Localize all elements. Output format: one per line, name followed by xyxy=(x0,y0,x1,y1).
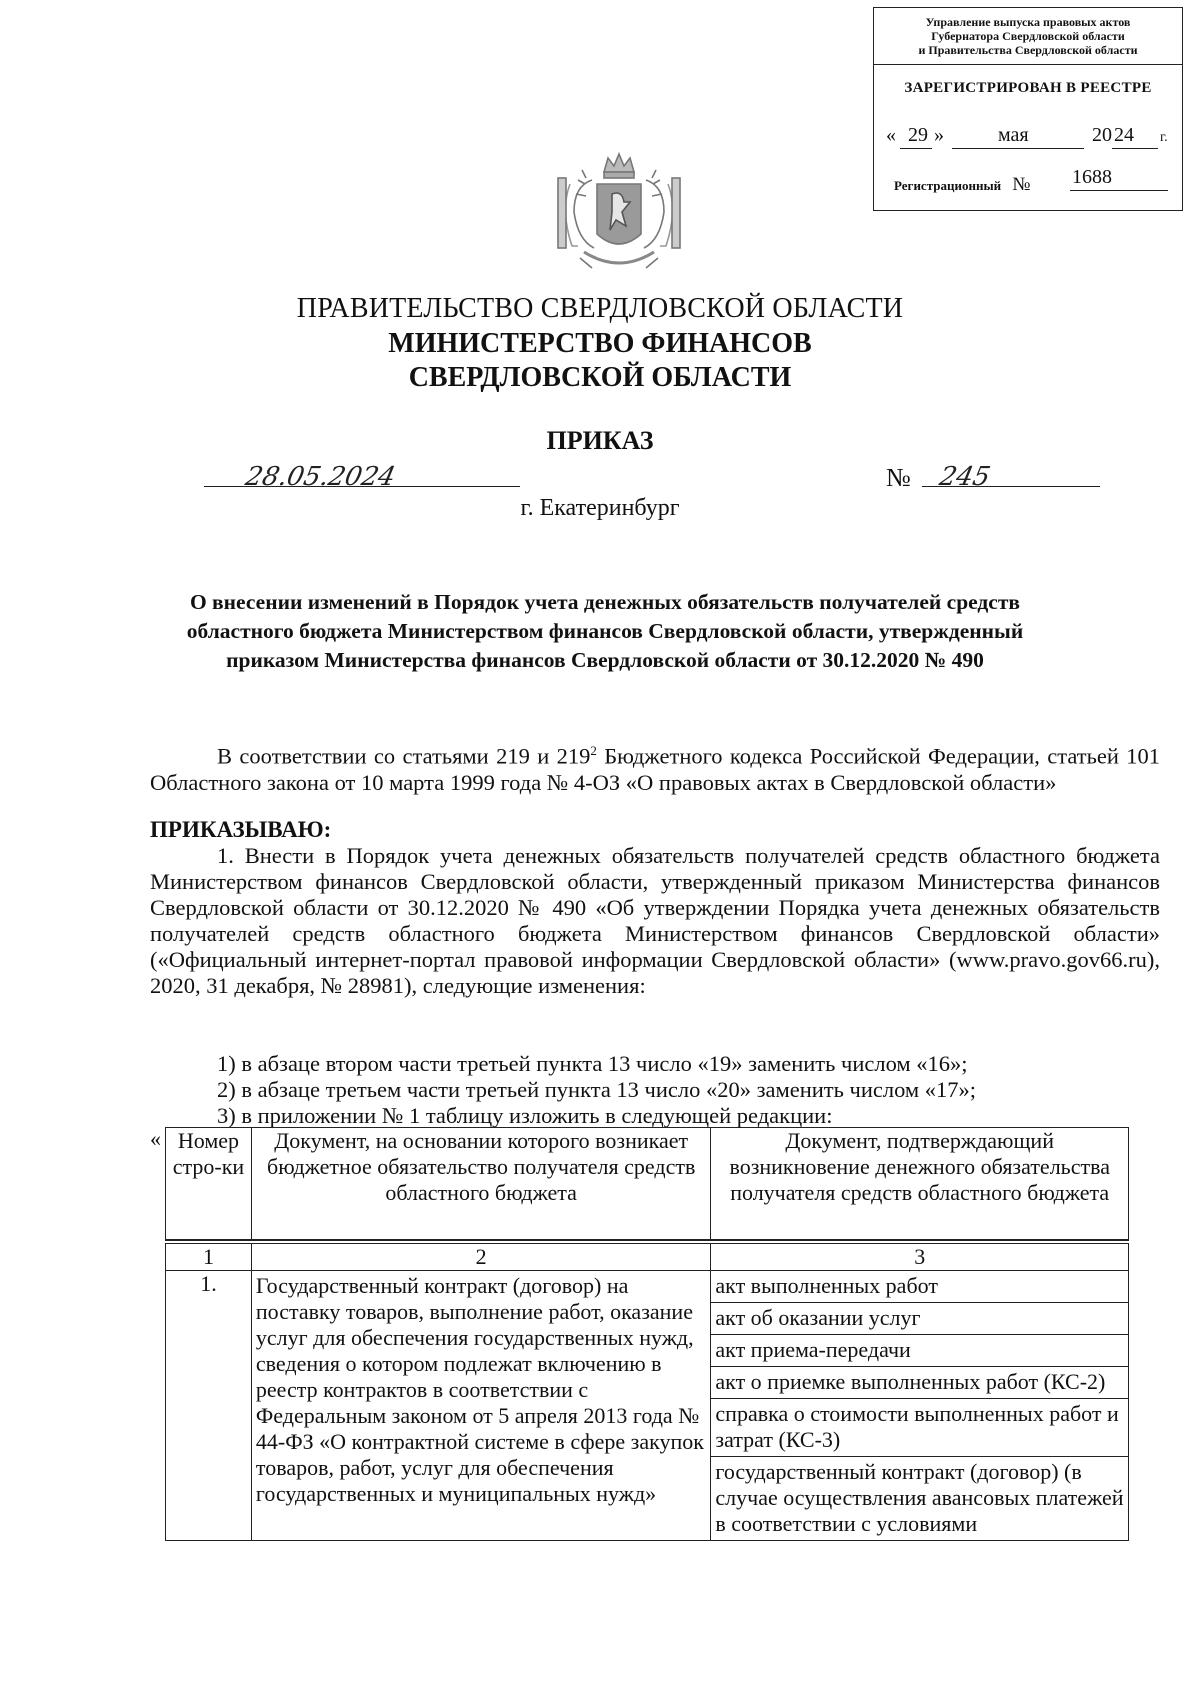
table-open-quote: « xyxy=(150,1126,161,1151)
order-directive: ПРИКАЗЫВАЮ: xyxy=(150,817,332,842)
stamp-year-suffix: 24 xyxy=(1114,124,1134,146)
preamble-text-a: В соответствии со статьями 219 и 219 xyxy=(217,743,591,769)
table-row xyxy=(166,1271,1129,1541)
column-number-3: 3 xyxy=(711,1242,1129,1271)
order-date: 28.05.2024 xyxy=(242,462,399,492)
header-row-number: Номер стро-ки xyxy=(166,1128,252,1240)
stamp-header-line: и Правительства Свердловской области xyxy=(918,43,1138,57)
row-basis-document: Государственный контракт (договор) на поставку товаров, выполнение работ, оказание услуг для обеспечения государственных нужд, сведения о котором подлежат включению в реестр контрактов в соответствии с Федеральным законом от 5 апреля 2013 года № 44-ФЗ «О контрактной системе в сфере закупок товаров, работ, услуг для обеспечения государственных и муниципальных нужд» xyxy=(251,1271,711,1541)
government-name: ПРАВИТЕЛЬСТВО СВЕРДЛОВСКОЙ ОБЛАСТИ xyxy=(296,293,904,324)
list-item: акт приема-передачи xyxy=(711,1335,1128,1367)
ministry-region: СВЕРДЛОВСКОЙ ОБЛАСТИ xyxy=(408,362,792,393)
table-header-row xyxy=(166,1128,1129,1240)
list-item: акт об оказании услуг xyxy=(711,1303,1128,1335)
column-number-1: 1 xyxy=(166,1242,252,1271)
stamp-number: 1688 xyxy=(1072,166,1112,188)
row-confirming-documents xyxy=(711,1271,1129,1541)
stamp-year-unit: г. xyxy=(1160,130,1168,145)
list-item: акт выполненных работ xyxy=(711,1271,1128,1303)
column-number-row xyxy=(166,1242,1129,1271)
stamp-month: мая xyxy=(998,124,1029,146)
header-confirming-document: Документ, подтверждающий возникновение денежного обязательства получателя средств областного бюджета xyxy=(711,1128,1129,1240)
column-number-2: 2 xyxy=(251,1242,711,1271)
coat-of-arms-icon xyxy=(552,150,686,282)
stamp-quote-open: « xyxy=(886,124,896,146)
subitem-2: 2) в абзаце третьем части третьей пункта 13 число «20» заменить числом «17»; xyxy=(217,1077,977,1102)
stamp-number-label-text: Регистрационный xyxy=(894,178,1002,193)
confirming-document-list xyxy=(711,1271,1128,1540)
stamp-header-line: Управление выпуска правовых актов xyxy=(925,15,1131,29)
order-number: 245 xyxy=(936,462,993,492)
stamp-quote-close: » xyxy=(934,124,944,146)
stamp-number-label xyxy=(894,174,1030,196)
data-table xyxy=(165,1240,1129,1541)
stamp-day: 29 xyxy=(908,124,928,146)
list-item: акт о приемке выполненных работ (КС-2) xyxy=(711,1367,1128,1399)
stamp-year-prefix: 20 xyxy=(1092,124,1112,146)
header-table xyxy=(165,1127,1129,1240)
ministry-name: МИНИСТЕРСТВО ФИНАНСОВ xyxy=(388,328,812,359)
item-1-paragraph: 1. Внести в Порядок учета денежных обязательств получателей средств областного бюджета Министерством финансов Свердловской области, утвержденный приказом Министерства финансов Свердловской области от 30.12.2020 № 490 «Об утверждении Порядка учета денежных обязательств получателей средств областного бюджета Министерством финансов Свердловской области» («Официальный интернет-портал правовой информации Свердловской области» (www.pravo.gov66.ru), 2020, 31 декабря, № 28981), следующие изменения: xyxy=(150,843,1160,998)
stamp-registered-label: ЗАРЕГИСТРИРОВАН В РЕЕСТРЕ xyxy=(904,80,1152,96)
registry-stamp xyxy=(873,7,1183,211)
preamble-paragraph xyxy=(150,738,1160,796)
subitem-3: 3) в приложении № 1 таблицу изложить в следующей редакции: xyxy=(217,1103,833,1128)
order-city: г. Екатеринбург xyxy=(520,495,680,521)
order-number-sign: № xyxy=(886,463,911,492)
order-type: ПРИКАЗ xyxy=(546,426,654,455)
stamp-number-sign: № xyxy=(1012,174,1031,195)
header-basis-document: Документ, на основании которого возникает бюджетное обязательство получателя средств областного бюджета xyxy=(251,1128,710,1240)
order-title: О внесении изменений в Порядок учета денежных обязательств получателей средств областного бюджета Министерством финансов Свердловской области, утвержденный приказом Министерства финансов Свердловской области от 30.12.2020 № 490 xyxy=(186,590,1024,672)
stamp-header-line: Губернатора Свердловской области xyxy=(931,29,1125,43)
row-number: 1. xyxy=(166,1271,252,1541)
subitem-1: 1) в абзаце втором части третьей пункта 13 число «19» заменить числом «16»; xyxy=(217,1051,968,1076)
list-item: справка о стоимости выполненных работ и затрат (КС-3) xyxy=(711,1399,1128,1457)
preamble-text-b: Бюджетного кодекса Российской Федерации, статьей 101 Областного закона от 10 марта 1999 года № 4-ОЗ «О правовых актах в Свердловской области» xyxy=(150,743,1160,795)
list-item: государственный контракт (договор) (в случае осуществления авансовых платежей в соответствии с условиями xyxy=(715,1459,1124,1536)
stamp-header xyxy=(874,8,1182,65)
preamble-superscript: 2 xyxy=(590,743,597,758)
